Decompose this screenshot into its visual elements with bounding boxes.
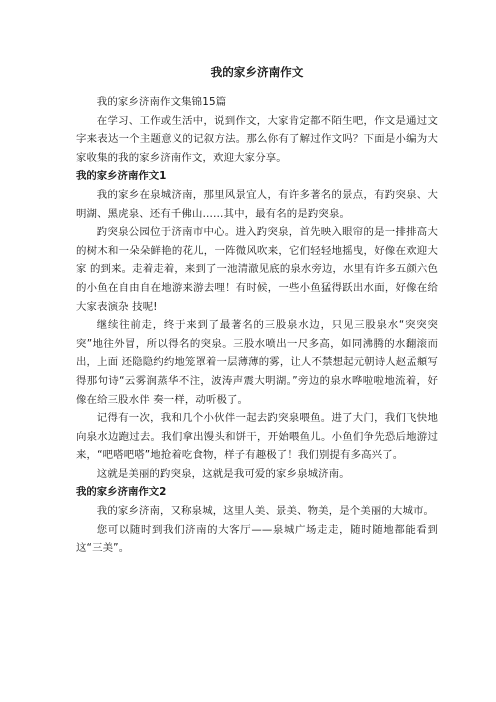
paragraph: 这就是美丽的趵突泉，这就是我可爱的家乡泉城济南。 <box>96 467 350 480</box>
section-heading-1: 我的家乡济南作文1 <box>76 170 167 183</box>
paragraph: 继续往前走，终于来到了最著名的三股泉水边，只见三股泉水“突突突突”地往外冒，所以得名的突泉。三股水喷出一尺多高，如同沸腾的水翻滚而出，上面 还隐隐约约地笼罩着一层薄薄的雾，让人不禁想起元朝诗人赵孟頫写得那句诗“云雾润蒸华不注，波涛声震大明湖。”旁边的泉水哗啦啦地流着，好像在给三股水伴 奏一样，动听极了。 <box>76 319 438 406</box>
section-heading-2: 我的家乡济南作文2 <box>76 486 167 499</box>
paragraph: 我的家乡在泉城济南，那里风景宜人，有许多著名的景点，有趵突泉、大明湖、黑虎泉、还有千佛山……其中，最有名的是趵突泉。 <box>76 188 438 220</box>
paragraph: 您可以随时到我们济南的大客厅——泉城广场走走，随时随地都能看到这“三美”。 <box>76 523 438 555</box>
paragraph: 我的家乡济南，又称泉城，这里人美、景美、物美，是个美丽的大城市。 <box>96 505 435 518</box>
paragraph-intro: 在学习、工作或生活中，说到作文，大家肯定都不陌生吧，作文是通过文字来表达一个主题意义的记叙方法。那么你有了解过作文吗？下面是小编为大家收集的我的家乡济南作文，欢迎大家分享。 <box>76 114 438 164</box>
document-title: 我的家乡济南作文 <box>210 65 304 79</box>
paragraph: 趵突泉公园位于济南市中心。进入趵突泉，首先映入眼帘的是一排排高大的树木和一朵朵鲜艳的花儿，一阵微风吹来，它们轻轻地摇曳，好像在欢迎大家 的到来。走着走着，来到了一池清澈见底的泉水旁边，水里有许多五颜六色的小鱼在自由自在地游来游去哩！有时候，一些小鱼猛得跃出水面，好像在给大家表演杂 技呢! <box>76 226 438 313</box>
paragraph-intro-title: 我的家乡济南作文集锦15篇 <box>96 96 227 108</box>
paragraph: 记得有一次，我和几个小伙伴一起去趵突泉喂鱼。进了大门，我们飞快地向泉水边跑过去。我们拿出馒头和饼干，开始喂鱼儿。小鱼们争先恐后地游过来，“吧嗒吧嗒”地抢着吃食物，样子有趣极了！我们别提有多高兴了。 <box>76 412 438 462</box>
